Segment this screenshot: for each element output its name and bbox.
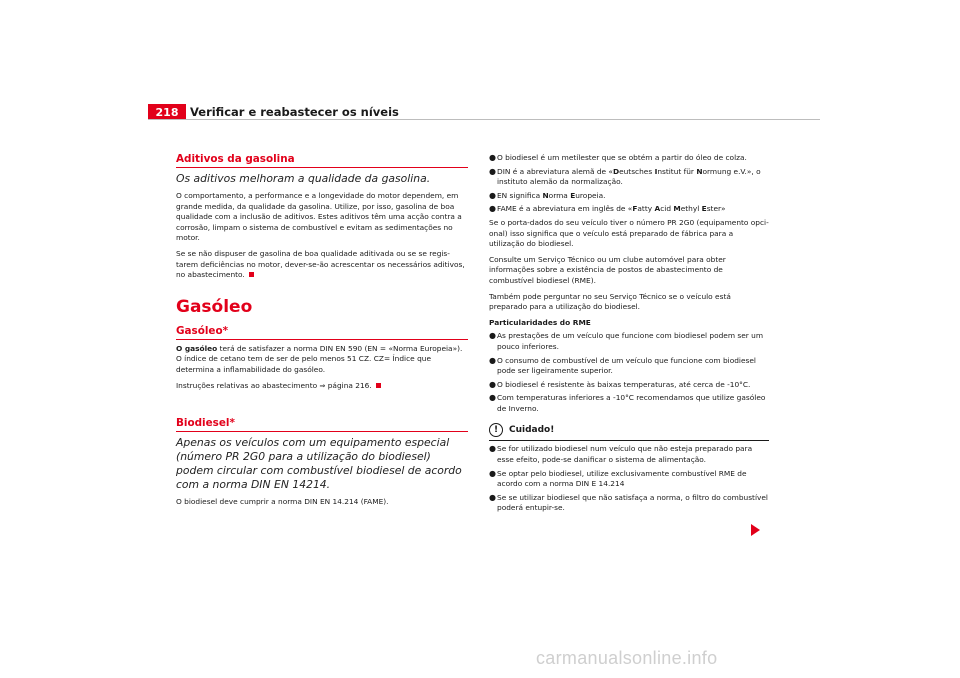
list-item-text: eutsches [619, 166, 655, 176]
list-item-text: ethyl [680, 204, 702, 214]
section-divider [176, 339, 468, 340]
list-item-text: As prestações de um veículo que funcione com biodiesel podem ser um pouco inferiores. [497, 331, 764, 351]
paragraph [176, 249, 468, 281]
paragraph: O biodiesel deve cumprir a norma DIN EN 14.214 (FAME). [176, 497, 389, 507]
section-title: Aditivos da gasolina [176, 153, 295, 165]
list-item-text: ster» [706, 204, 726, 214]
paragraph [176, 344, 468, 376]
section-end-marker [249, 272, 254, 277]
list-item-text: O biodiesel é resistente às baixas temperaturas, até cerca de -10°C. [497, 379, 751, 389]
section-subtitle: Apenas os veículos com um equipamento especial (número PR 2G0 para a utilização do biodiesel) podem circular com combustível biodiesel de acordo com a norma DIN EN 14214. [176, 436, 462, 492]
list-item-text: Com temperaturas inferiores a -10°C recomendamos que utilize gasóleo de Inverno. [497, 393, 766, 413]
acronym-letter: F [632, 204, 638, 214]
list-item [489, 493, 769, 514]
continue-arrow-icon [751, 524, 760, 536]
acronym-letter: I [654, 166, 658, 176]
list-item-text: Se se utilizar biodiesel que não satisfaça a norma, o filtro do combustível poderá entupir-se. [497, 492, 768, 513]
section-title: Biodiesel* [176, 417, 235, 430]
list-item [489, 204, 769, 215]
paragraph-text: Se se não dispuser de gasolina de boa qualidade aditivada ou se se regis-tarem deficiências no motor, dever-se-ão acrescentar os necessários aditivos, no abastecimento. [176, 248, 465, 280]
bullet-icon: ● [489, 331, 496, 341]
bold-term: O gasóleo [176, 343, 218, 353]
caution-label: Cuidado! [509, 425, 555, 436]
list-item [489, 380, 769, 391]
page-header-title: Verificar e reabastecer os níveis [190, 105, 399, 119]
acronym-letter: E [570, 190, 576, 200]
subsection-heading: Particularidades do RME [489, 317, 591, 327]
bullet-icon: ● [489, 190, 496, 200]
caution-box [489, 423, 769, 514]
caution-header [489, 423, 769, 437]
page-reference-link[interactable]: página 216. [325, 380, 372, 390]
list-item [489, 469, 769, 490]
section-divider [176, 167, 468, 168]
list-item [489, 153, 769, 164]
list-item-text: Se for utilizado biodiesel num veículo que não esteja preparado para esse efeito, pode-se danificar o sistema de alimentação. [497, 444, 753, 465]
bullet-icon: ● [489, 393, 496, 403]
section-divider [176, 431, 468, 432]
list-item [489, 393, 769, 414]
particularidades-list [489, 331, 769, 414]
acronym-letter: E [701, 204, 707, 214]
paragraph-text: terá de satisfazer a norma DIN EN 590 (EN = «Norma Europeia»). O índice de cetano tem de ser de pelo menos 51 CZ. CZ= Índice que determina a inflamabilidade do gasóleo. [176, 343, 463, 374]
list-item-text: ormung e.V.», o instituto alemão da normalização. [497, 166, 761, 187]
paragraph [176, 381, 468, 392]
section-end-marker [376, 383, 381, 388]
list-item [489, 331, 769, 352]
acronym-letter: D [612, 166, 620, 176]
list-item-text: FAME é a abreviatura em inglês de « [497, 204, 633, 214]
list-item [489, 356, 769, 377]
definition-list [489, 153, 769, 215]
caution-divider [489, 440, 769, 441]
cross-reference-arrow-icon: ⇒ [319, 381, 326, 390]
acronym-letter: M [673, 204, 681, 214]
list-item-text: atty [637, 204, 655, 214]
caution-list [489, 444, 769, 514]
section-gasoleo [176, 325, 468, 391]
bullet-icon: ● [489, 166, 496, 176]
paragraph: Se o porta-dados do seu veículo tiver o número PR 2G0 (equipamento opci-onal) isso significa que o veículo está preparado de fábrica para a utilização do biodiesel. [489, 217, 769, 249]
right-column [489, 153, 769, 517]
list-item [489, 444, 769, 465]
list-item-text: orma [548, 190, 571, 200]
bullet-icon: ● [489, 492, 496, 502]
watermark: carmanualsonline.info [536, 648, 718, 668]
paragraph-text: Instruções relativas ao abastecimento [176, 380, 320, 390]
paragraph: O comportamento, a performance e a longevidade do motor dependem, em grande medida, da qualidade da gasolina. Utilize, por isso, gasolina de boa qualidade com a inclusão de aditivos. Estes aditivos têm uma acção contra a corrosão, limpam o sistema de combustível e evitam as sedimentações no motor. [176, 191, 462, 243]
section-subtitle: Os aditivos melhoram a qualidade da gasolina. [176, 172, 431, 185]
list-item-text: cid [660, 204, 674, 214]
bullet-icon: ● [489, 204, 496, 214]
bullet-icon: ● [489, 153, 496, 162]
list-item-text: DIN é a abreviatura alemã de « [497, 166, 613, 176]
header-divider [148, 119, 820, 120]
list-item-text: uropeia. [575, 190, 606, 200]
paragraph: Consulte um Serviço Técnico ou um clube automóvel para obter informações sobre a existência de postos de abastecimento de combustível biodiesel (RME). [489, 254, 726, 285]
list-item-text: O biodiesel é um metílester que se obtém a partir do óleo de colza. [497, 153, 747, 162]
bullet-icon: ● [489, 444, 496, 454]
list-item [489, 167, 769, 188]
paragraph: Também pode perguntar no seu Serviço Técnico se o veículo está preparado para a utilização do biodiesel. [489, 291, 731, 312]
list-item-text: O consumo de combustível de um veículo que funcione com biodiesel pode ser ligeiramente superior. [497, 355, 756, 376]
section-title: Gasóleo* [176, 324, 229, 337]
bullet-icon: ● [489, 379, 496, 389]
warning-icon: ! [489, 423, 503, 437]
acronym-letter: N [542, 190, 549, 200]
list-item-text: nstitut für [657, 166, 697, 176]
page-number: 218 [148, 104, 186, 120]
section-biodiesel [176, 417, 468, 508]
list-item [489, 191, 769, 202]
bullet-icon: ● [489, 355, 496, 365]
acronym-letter: A [654, 204, 661, 214]
list-item-text: EN significa [497, 190, 543, 200]
list-item-text: Se optar pelo biodiesel, utilize exclusivamente combustível RME de acordo com a norma DIN E 14.214 [497, 468, 747, 489]
acronym-letter: N [696, 166, 703, 176]
left-column [176, 153, 468, 513]
section-aditivos [176, 153, 468, 281]
chapter-title: Gasóleo [176, 296, 253, 317]
bullet-icon: ● [489, 468, 496, 478]
